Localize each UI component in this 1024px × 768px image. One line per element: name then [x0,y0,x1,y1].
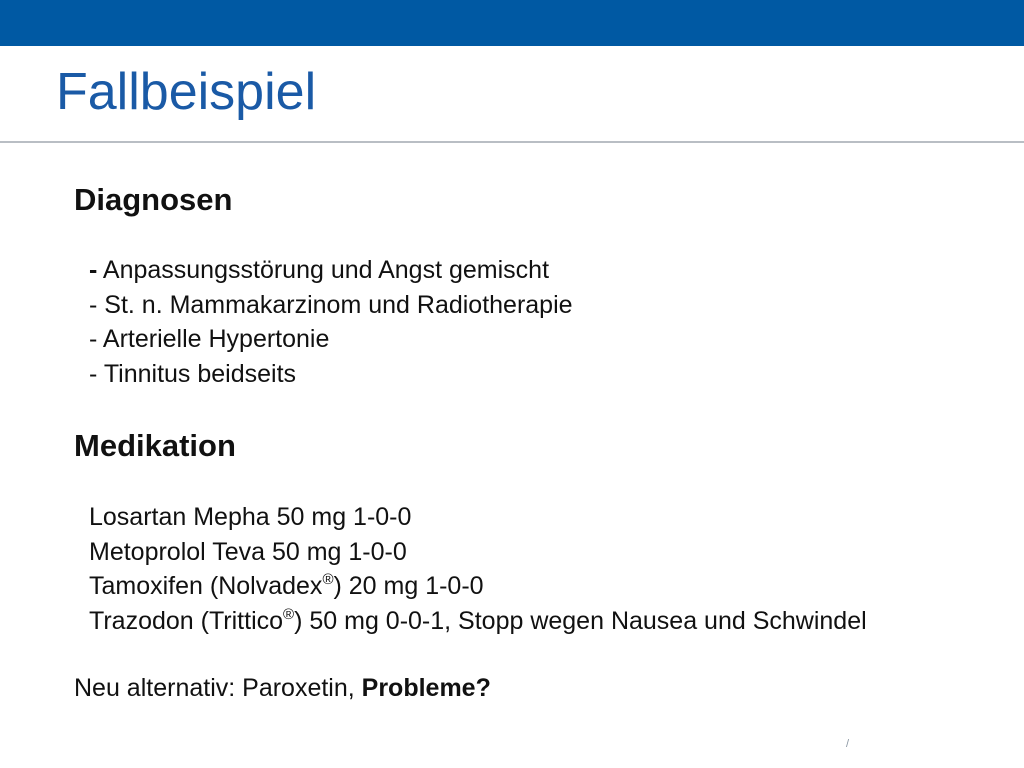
alternative-note [74,671,1004,705]
diagnosis-item [89,322,1004,357]
diagnosis-dash: - [89,256,98,284]
medication-item [89,569,1004,604]
top-brand-bar [0,0,1024,46]
registered-mark: ® [322,571,334,588]
diagnoses-heading: Diagnosen [74,182,233,217]
diagnosis-dash: - [89,290,98,319]
medication-text-suffix: ) 20 mg 1-0-0 [333,572,484,600]
medication-text: Trazodon (Trittico [89,606,284,635]
alternative-text: Neu alternativ: Paroxetin, [74,674,362,702]
diagnosis-item [89,253,1004,288]
medication-heading: Medikation [74,428,236,463]
medication-text: Metoprolol Teva 50 mg 1-0-0 [89,537,407,566]
medication-text: Tamoxifen (Nolvadex [89,572,323,600]
title-divider [0,141,1024,143]
diagnosis-dash: - [89,325,98,353]
diagnosis-dash: - [89,359,98,388]
diagnosis-text: Tinnitus beidseits [97,359,297,388]
medication-item [89,604,1004,639]
diagnosis-item [89,288,1004,323]
diagnosis-text: Arterielle Hypertonie [97,325,330,353]
problems-question: Probleme? [361,674,491,702]
registered-mark: ® [283,605,295,623]
medication-item [89,500,1004,535]
diagnoses-list [74,253,1004,391]
slide-number-mark: / [846,738,850,750]
medication-text-suffix: ) 50 mg 0-0-1, Stopp wegen Nausea und Schwindel [294,606,867,635]
medication-list [74,500,1004,638]
medication-item [89,535,1004,570]
diagnosis-item [89,357,1004,392]
medication-text: Losartan Mepha 50 mg 1-0-0 [89,503,412,531]
slide-content [74,180,1004,705]
diagnosis-text: St. n. Mammakarzinom und Radiotherapie [97,290,573,319]
slide-title: Fallbeispiel [56,63,317,121]
diagnosis-text: Anpassungsstörung und Angst gemischt [97,256,550,284]
